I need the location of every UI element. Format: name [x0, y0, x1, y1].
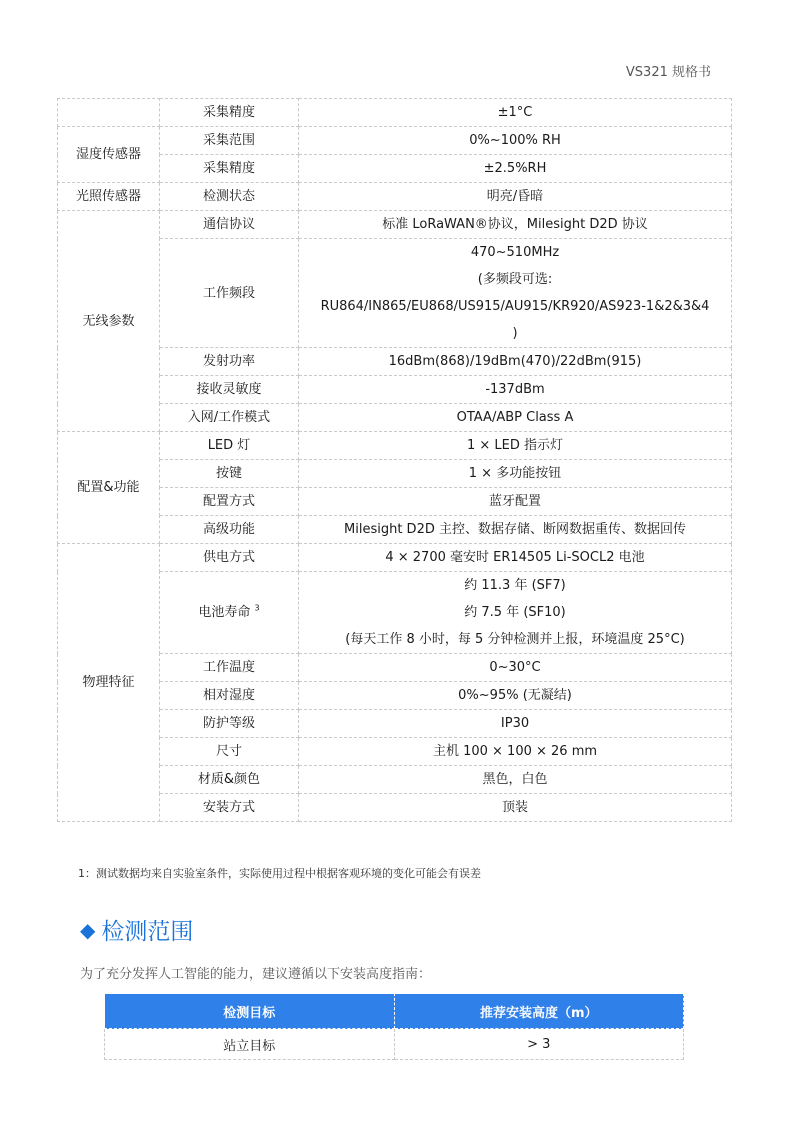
item-cell: [160, 99, 299, 127]
item-cell: [160, 460, 299, 488]
item-label: 按键: [215, 466, 242, 481]
value-line: (多频段可选:: [477, 272, 553, 287]
value-cell: [299, 127, 732, 155]
value-cell: [299, 516, 732, 544]
value-line: 1 × LED 指示灯: [466, 438, 564, 453]
item-label: 检测状态: [202, 189, 255, 204]
value-cell: [299, 488, 732, 516]
item-cell: [160, 654, 299, 682]
item-label: 工作温度: [202, 660, 255, 675]
value-cell: [299, 155, 732, 183]
item-label: 相对湿度: [202, 688, 255, 703]
item-label: 材质&颜色: [197, 772, 261, 787]
table-row: [58, 460, 732, 488]
table-row: [58, 376, 732, 404]
section-intro: 为了充分发挥人工智能的能力，建议遵循以下安装高度指南：: [80, 967, 432, 982]
value-line: ±1°C: [497, 105, 533, 120]
section-title: 检测范围: [101, 919, 194, 945]
value-line: Milesight D2D 主控、数据存储、断网数据重传、数据回传: [344, 522, 686, 537]
table-row: [58, 211, 732, 239]
table-row: [105, 1029, 684, 1060]
diamond-bullet-icon: ◆: [80, 917, 96, 942]
value-cell: [299, 211, 732, 239]
item-label: 供电方式: [202, 550, 255, 565]
table-row: [58, 794, 732, 822]
install-height-table: [104, 993, 684, 1060]
item-cell: [160, 127, 299, 155]
value-cell: [299, 572, 732, 654]
item-cell: [160, 572, 299, 654]
value-line: ): [512, 326, 518, 341]
table-row: [58, 348, 732, 376]
footnote: 1：测试数据均来自实验室条件，实际使用过程中根据客观环境的变化可能会有误差: [78, 867, 481, 880]
value-line: 0%~95% (无凝结): [458, 688, 572, 703]
table-header-row: [105, 994, 684, 1029]
value-line: ±2.5%RH: [483, 161, 547, 176]
category-cell: 配置&功能: [58, 432, 160, 544]
item-label: 配置方式: [202, 494, 255, 509]
value-cell: [299, 544, 732, 572]
value-cell: [299, 738, 732, 766]
value-line: -137dBm: [485, 382, 545, 397]
item-cell: [160, 376, 299, 404]
item-cell: [160, 710, 299, 738]
value-cell: [299, 682, 732, 710]
item-label: 采集精度: [202, 161, 255, 176]
item-label: 发射功率: [202, 354, 255, 369]
item-cell: [160, 348, 299, 376]
item-cell: [160, 432, 299, 460]
footnote-marker: 3: [254, 603, 260, 613]
value-line: 1 × 多功能按钮: [468, 466, 562, 481]
spec-table: [57, 98, 732, 822]
value-line: 主机 100 × 100 × 26 mm: [432, 744, 598, 759]
item-cell: [160, 516, 299, 544]
table-row: [58, 432, 732, 460]
table-row: [58, 488, 732, 516]
value-line: 4 × 2700 毫安时 ER14505 Li-SOCL2 电池: [385, 550, 645, 565]
table-row: [58, 710, 732, 738]
item-cell: [160, 404, 299, 432]
table-row: [58, 682, 732, 710]
item-label: 接收灵敏度: [196, 382, 262, 397]
value-line: 16dBm(868)/19dBm(470)/22dBm(915): [388, 354, 642, 369]
category-cell: [58, 99, 160, 127]
table-row: [58, 239, 732, 348]
category-cell: 无线参数: [58, 211, 160, 432]
table-row: [58, 183, 732, 211]
value-cell: [299, 794, 732, 822]
item-label: 高级功能: [202, 522, 255, 537]
item-label: 安装方式: [202, 800, 255, 815]
column-header-target: 检测目标: [105, 994, 395, 1029]
item-label: 尺寸: [215, 744, 242, 759]
document-header-title: VS321 规格书: [625, 65, 711, 80]
cell-height: > 3: [394, 1029, 684, 1060]
item-cell: [160, 794, 299, 822]
item-cell: [160, 766, 299, 794]
value-line: IP30: [500, 716, 530, 731]
table-row: [58, 516, 732, 544]
item-label: 电池寿命: [198, 605, 251, 620]
cell-target: 站立目标: [105, 1029, 395, 1060]
item-cell: [160, 488, 299, 516]
item-label: 采集范围: [202, 133, 255, 148]
table-row: [58, 155, 732, 183]
value-line: 470~510MHz: [470, 245, 560, 260]
item-label: 防护等级: [202, 716, 255, 731]
value-cell: [299, 239, 732, 348]
item-label: 通信协议: [202, 217, 255, 232]
table-row: [58, 99, 732, 127]
value-cell: [299, 654, 732, 682]
value-line: 0~30°C: [489, 660, 541, 675]
value-cell: [299, 460, 732, 488]
item-cell: [160, 239, 299, 348]
table-row: [58, 127, 732, 155]
table-row: [58, 654, 732, 682]
table-row: [58, 738, 732, 766]
value-line: (每天工作 8 小时，每 5 分钟检测并上报，环境温度 25°C): [345, 632, 685, 647]
item-label: 工作频段: [202, 285, 255, 301]
value-line: 约 11.3 年 (SF7): [464, 578, 566, 593]
value-line: 蓝牙配置: [488, 494, 541, 509]
category-cell: 物理特征: [58, 544, 160, 822]
value-line: 黑色，白色: [482, 772, 548, 787]
value-cell: [299, 432, 732, 460]
item-label: 采集精度: [202, 105, 255, 120]
section-heading: [80, 913, 193, 946]
table-row: [58, 404, 732, 432]
table-row: [58, 544, 732, 572]
item-cell: [160, 544, 299, 572]
item-cell: [160, 738, 299, 766]
item-cell: [160, 183, 299, 211]
category-cell: 湿度传感器: [58, 127, 160, 183]
value-cell: [299, 183, 732, 211]
value-line: 明亮/昏暗: [486, 189, 544, 204]
category-cell: 光照传感器: [58, 183, 160, 211]
value-line: 顶装: [501, 800, 528, 815]
item-label: 入网/工作模式: [187, 410, 271, 425]
item-label: LED 灯: [207, 438, 251, 453]
value-line: RU864/IN865/EU868/US915/AU915/KR920/AS923-1&2&3&4: [320, 299, 710, 314]
value-line: 标准 LoRaWAN®协议，Milesight D2D 协议: [382, 217, 648, 232]
value-cell: [299, 766, 732, 794]
item-cell: [160, 211, 299, 239]
value-cell: [299, 348, 732, 376]
value-cell: [299, 404, 732, 432]
item-cell: [160, 682, 299, 710]
value-cell: [299, 99, 732, 127]
value-cell: [299, 376, 732, 404]
item-cell: [160, 155, 299, 183]
value-line: 约 7.5 年 (SF10): [464, 605, 566, 620]
value-cell: [299, 710, 732, 738]
value-line: 0%~100% RH: [469, 133, 561, 148]
table-row: [58, 572, 732, 654]
value-line: OTAA/ABP Class A: [456, 410, 574, 425]
column-header-height: 推荐安装高度（m）: [394, 994, 684, 1029]
table-row: [58, 766, 732, 794]
